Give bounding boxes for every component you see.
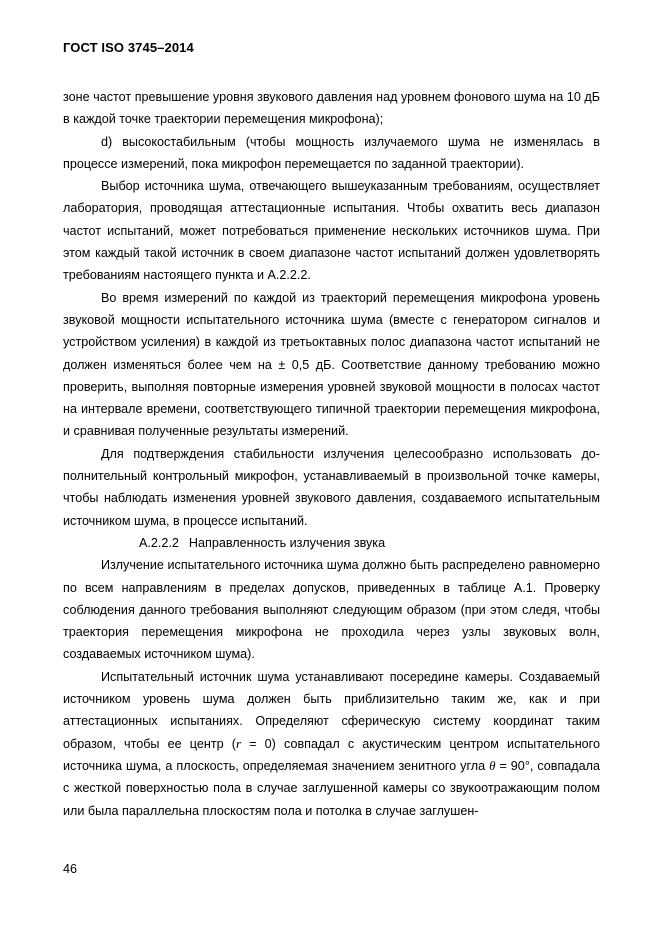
coordinate-text-part-2: = 0) совпадал с акустическим центром испытательного источника шума, а плоскость, определяемая значением зенитного угла [63, 736, 600, 773]
paragraph-directivity: Излучение испытательного источника шума должно быть распределено равномерно по всем направлениям в пределах допусков, приведенных в таблице А.1. Проверку соблюдения данного требования выполняют следующим образом (при этом следя, чтобы траектория перемещения микрофона не проходила через узлы звуковых волн, создаваемых источником шума). [63, 558, 600, 662]
section-heading [63, 532, 600, 554]
paragraph-control-microphone: Для подтверждения стабильности излучения целесообразно использовать дополнительный контрольный микрофон, устанавливаемый в произвольной точке камеры, чтобы наблюдать изменения уровней звукового давления, создаваемого испытательным источником шума, в процессе испытаний. [63, 446, 600, 528]
coordinate-text-part-3: = 90°, совпадала с жесткой поверхностью пола в случае заглушенной камеры со звукоотражающим полом или была параллельна плоскостям пола и потолка в случае заглушен- [63, 758, 600, 818]
paragraph-continuation: зоне частот превышение уровня звукового давления над уровнем фонового шума на 10 дБ в каждой точке траектории перемещения микрофона); [63, 90, 600, 127]
paragraph-level-stability: Во время измерений по каждой из траекторий перемещения микрофона уровень звуковой мощности испытательного источника шума (вместе с генератором сигналов и устройством усиления) в каждой из третьоктавных полос диапазона частот испытаний не должен изменяться более чем на ± 0,5 дБ. Соответствие данному требованию можно проверить, выполняя повторные измерения уровней звуковой мощности в полосах частот на интервале времени, соответствующего типичной траектории перемещения микрофона, и сравнивая полученные результаты измерений. [63, 290, 600, 439]
page-number: 46 [63, 862, 78, 876]
document-header: ГОСТ ISO 3745–2014 [63, 40, 194, 55]
radius-symbol: r [235, 735, 242, 751]
paragraph-source-selection: Выбор источника шума, отвечающего вышеуказанным требованиям, осуществляет лаборатория, проводящая аттестационные испытания. Чтобы охватить весь диапазон частот испытаний, может потребоваться применение нескольких источников шума. При этом каждый такой источник в своем диапазоне частот испытаний должен удовлетворять требованиям настоящего пункта и А.2.2.2. [63, 179, 600, 283]
theta-symbol: θ [489, 757, 496, 773]
section-title: Направленность излучения звука [188, 535, 386, 550]
paragraph-coordinate-system [63, 666, 600, 822]
coordinate-text-part-1: Испытательный источник шума устанавливают посередине камеры. Создаваемый источником уровень шума должен быть приблизительно таким же, как и при аттестационных испытаниях. Определяют сферическую систему координат таким образом, чтобы ее центр ( [63, 669, 600, 751]
list-item-d: d) высокостабильным (чтобы мощность излучаемого шума не изменялась в процессе измерений, пока микрофон перемещается по заданной траектории). [63, 134, 600, 171]
page-body [63, 86, 600, 822]
section-number: А.2.2.2 [139, 535, 179, 550]
